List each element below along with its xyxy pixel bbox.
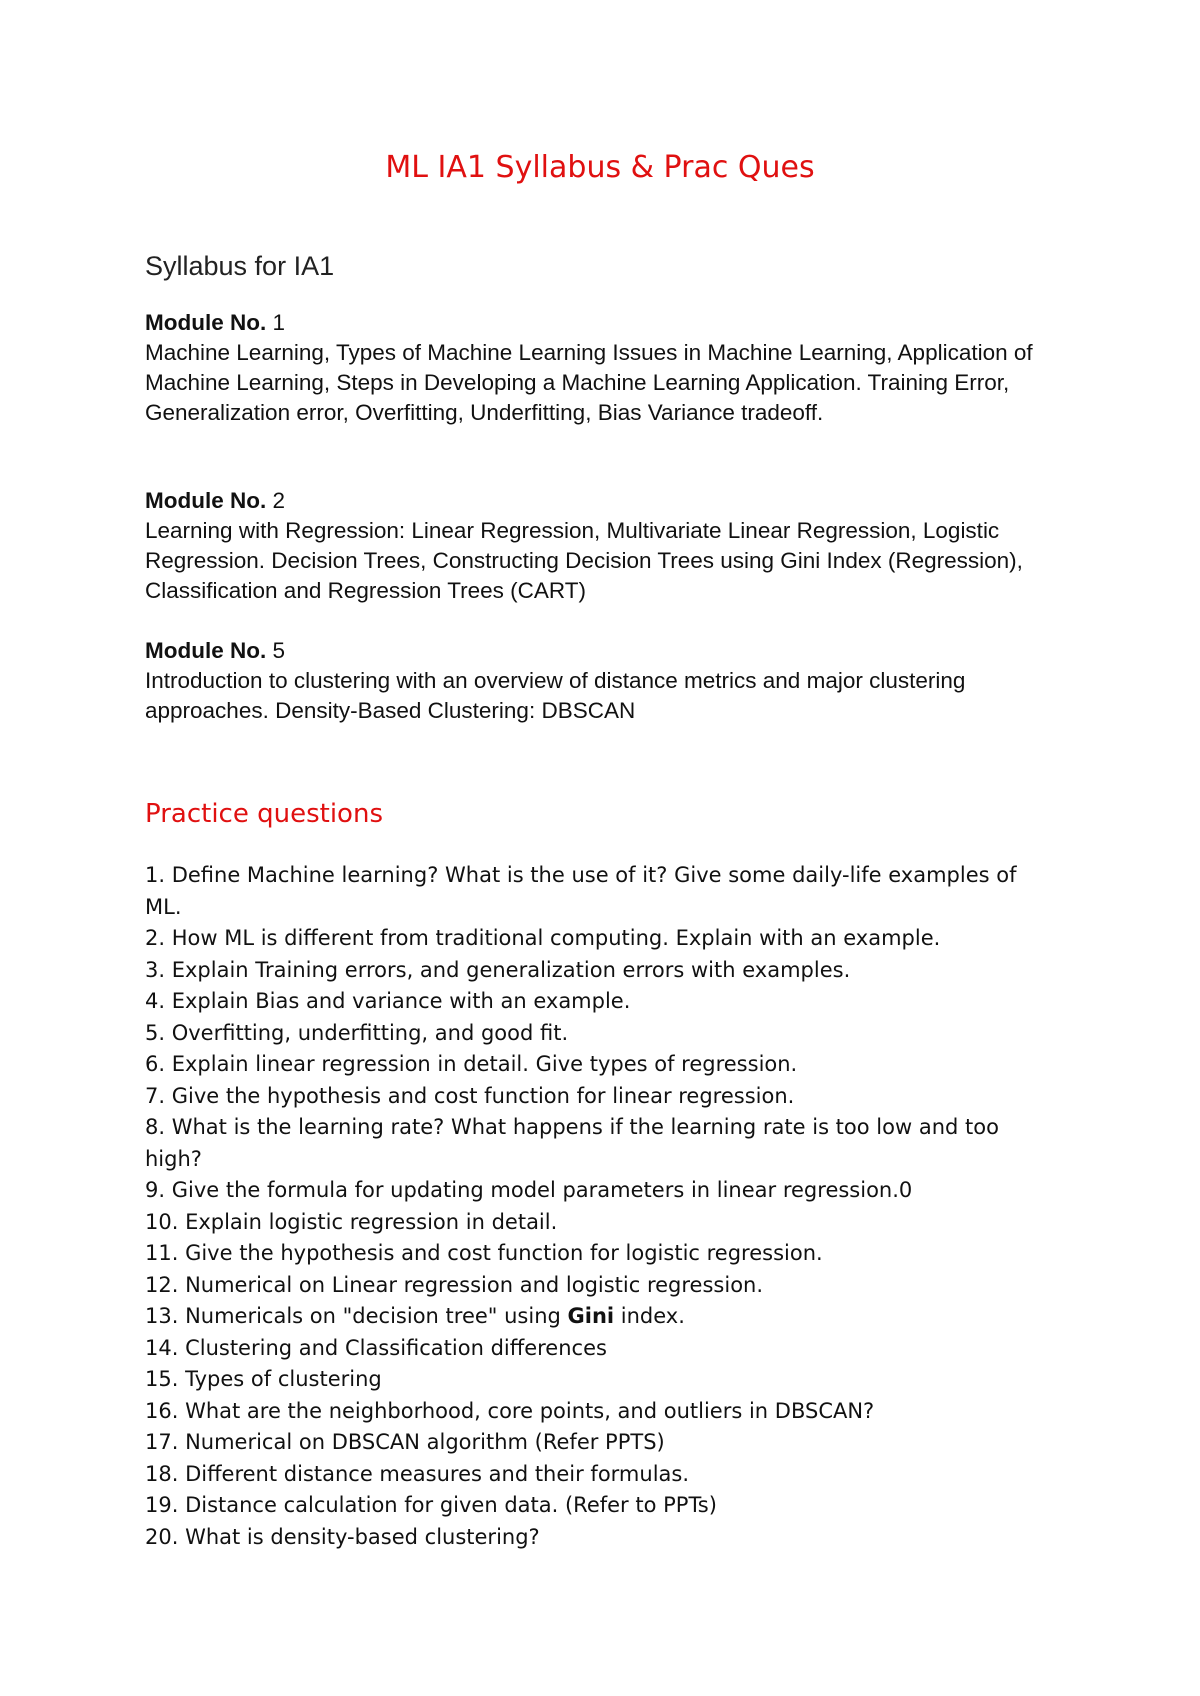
question-item: 14. Clustering and Classification differences: [145, 1335, 607, 1360]
module-description: Introduction to clustering with an overview of distance metrics and major clustering approaches. Density-Based Clustering: DBSCAN: [145, 668, 966, 723]
question-list: [145, 860, 1055, 1553]
module-label: Module No.: [145, 488, 267, 513]
syllabus-heading: Syllabus for IA1: [145, 251, 335, 281]
module-number: 1: [272, 310, 286, 335]
question-item: 15. Types of clustering: [145, 1367, 382, 1391]
question-item: 11. Give the hypothesis and cost function for logistic regression.: [145, 1241, 823, 1265]
module-heading: [145, 636, 1075, 666]
question-item: [145, 1301, 1055, 1333]
question-item: 5. Overfitting, underfitting, and good fit.: [145, 1020, 569, 1045]
question-item: 7. Give the hypothesis and cost function for linear regression.: [145, 1083, 795, 1108]
question-item: 4. Explain Bias and variance with an example.: [145, 989, 631, 1013]
module-number: 5: [272, 638, 286, 663]
question-item: 8. What is the learning rate? What happens if the learning rate is too low and too high?: [145, 1115, 999, 1171]
module-label: Module No.: [145, 638, 267, 663]
question-emphasis: Gini: [567, 1304, 615, 1328]
question-item: 17. Numerical on DBSCAN algorithm (Refer PPTS): [145, 1430, 665, 1454]
question-item: 9. Give the formula for updating model parameters in linear regression.0: [145, 1178, 913, 1202]
question-item: 6. Explain linear regression in detail. Give types of regression.: [145, 1052, 798, 1076]
module-section: [145, 308, 1075, 428]
question-item: 3. Explain Training errors, and generalization errors with examples.: [145, 957, 851, 982]
practice-heading: Practice questions: [145, 799, 383, 829]
question-item: 18. Different distance measures and their formulas.: [145, 1461, 690, 1486]
question-item: 16. What are the neighborhood, core points, and outliers in DBSCAN?: [145, 1398, 875, 1423]
module-description: Learning with Regression: Linear Regression, Multivariate Linear Regression, Logistic Regression. Decision Trees, Constructing Decision Trees using Gini Index (Regression), Classification and Regression Trees (CART): [145, 518, 1023, 603]
module-heading: [145, 486, 1075, 516]
module-section: [145, 486, 1075, 606]
module-heading: [145, 308, 1075, 338]
question-item: 20. What is density-based clustering?: [145, 1524, 540, 1549]
module-description: Machine Learning, Types of Machine Learning Issues in Machine Learning, Application of Machine Learning, Steps in Developing a Machine Learning Application. Training Error, Generalization error, Overfitting, Underfitting, Bias Variance tradeoff.: [145, 340, 1033, 425]
question-item: 10. Explain logistic regression in detail.: [145, 1209, 558, 1234]
module-section: [145, 636, 1075, 726]
question-item: 19. Distance calculation for given data. (Refer to PPTs): [145, 1493, 717, 1517]
question-text: index.: [614, 1304, 685, 1328]
document-title: ML IA1 Syllabus & Prac Ques: [385, 150, 815, 185]
question-item: 2. How ML is different from traditional computing. Explain with an example.: [145, 926, 941, 950]
question-item: 1. Define Machine learning? What is the use of it? Give some daily-life examples of ML.: [145, 863, 1017, 919]
module-number: 2: [272, 488, 286, 513]
module-label: Module No.: [145, 310, 267, 335]
question-item: 12. Numerical on Linear regression and logistic regression.: [145, 1272, 764, 1297]
question-text: 13. Numericals on "decision tree" using: [145, 1304, 568, 1328]
